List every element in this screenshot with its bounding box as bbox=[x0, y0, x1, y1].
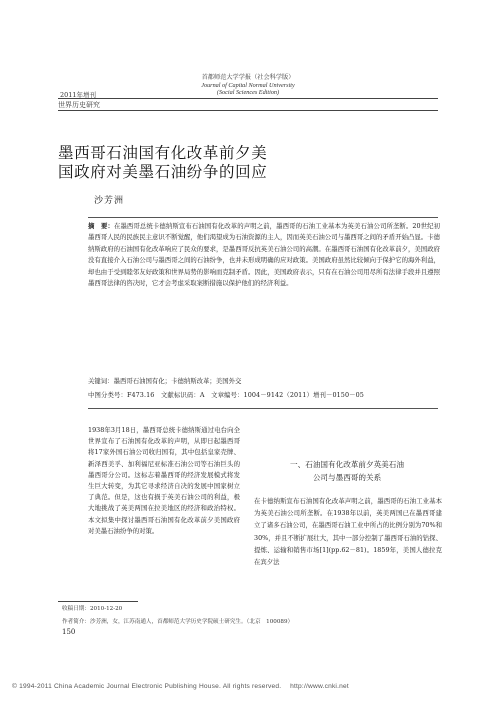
issue-label: 2011年增刊 bbox=[60, 91, 97, 99]
author-name: 沙芳洲 bbox=[94, 196, 125, 206]
copyright-footer: © 1994-2011 China Academic Journal Electronic Publishing House. All rights reserved. http://www.cnki.net bbox=[12, 683, 349, 690]
column-label: 世界历史研究 bbox=[58, 101, 100, 109]
classification-line: 中图分类号：F473.16 文献标识码：A 文章编号：1004－9142（2011）增刊－0150－05 bbox=[88, 391, 364, 399]
author-info: 作者简介：沙芳洲，女，江苏南通人，首都师范大学历史学院硕士研究生。（北京 100089） bbox=[62, 619, 294, 625]
header-rule-top bbox=[58, 98, 438, 99]
journal-edition-en: (Social Sciences Edition) bbox=[216, 89, 280, 97]
section-heading-line-2: 公司与墨西哥的关系 bbox=[312, 473, 382, 482]
journal-name-cn: 首都师范大学学报（社会科学版） bbox=[201, 74, 295, 81]
abstract-text: 在墨西哥总统卡德纳斯宣布石油国有化改革的声明之前，墨西哥的石油工业基本为英美石油公司所垄断。20世纪初墨西哥人民的民族民主意识不断觉醒，他们渴望成为石油资源的主人，因而英美石油公司与墨西哥之间的矛盾开始凸显。卡德纳斯政府的石油国有化改革响应了民众的要求，是墨西哥反抗英美石油公司的高潮。在墨西哥石油国有化改革前夕，美国政府没有直接介入石油公司与墨西哥之间的石油纷争，也并未形成明确的应对政策。美国政府虽然比较倾向于保护它的海外利益，却也由于受到睦邻友好政策和世界局势的影响而克制矛盾。因此，美国政府表示，只有在石油公司用尽所有法律手段并且遵照墨西哥法律的咨决时，它才会考虑采取案断措施以保护他们的经济利益。 bbox=[88, 222, 440, 288]
keywords-label: 关键词： bbox=[88, 377, 114, 385]
abstract-label: 摘 要： bbox=[88, 222, 114, 230]
body-right-column: 在卡德纳斯宣布石油国有化改革声明之前，墨西哥的石油工业基本为英美石油公司所垄断。在1938年以前，英美两国已在墨西哥建立了诸多石油公司，在墨西哥石油工业中所占的比例分别为70%和30%，并且不断扩展壮大，其中一部分控制了墨西哥石油的钻探、提炼、运输和销售市场[1](pp.62－81)。1859年，美国人德拉克在宾夕法 bbox=[254, 497, 442, 567]
keywords bbox=[88, 376, 440, 387]
footnote-rule bbox=[58, 601, 138, 602]
footnote bbox=[62, 603, 293, 629]
header-rule-bottom bbox=[58, 110, 438, 111]
journal-name-en: Journal of Capital Normal University bbox=[201, 81, 295, 89]
abstract bbox=[88, 221, 440, 289]
section-heading bbox=[254, 458, 440, 484]
title-line-1: 墨西哥石油国有化改革前夕美 bbox=[58, 144, 268, 162]
keywords-text: 墨西哥石油国有化；卡德纳斯改革；美国外交 bbox=[113, 377, 242, 385]
title-line-2: 国政府对美墨石油纷争的回应 bbox=[58, 163, 268, 181]
body-left-column: 1938年3月18日，墨西哥总统卡德纳斯通过电台向全世界宣布了石油国有化改革的声明，从即日起墨西哥将17家外国石油公司收归国有，其中包括皇家壳牌、新泽西美孚、加利福尼亚标准石油公司等石油巨头的墨西哥分公司。这标志着墨西哥的经济发展模式将发生巨大转变，为其它寻求经济自决的发展中国家树立了典范。但是，这也有损于英美石油公司的利益，极大地挑战了英美两国在拉美地区的经济和政治特权。本文拟集中探讨墨西哥石油国有化改革前夕美国政府对美墨石油纷争的对策。 bbox=[88, 426, 240, 535]
page-number: 150 bbox=[62, 628, 76, 636]
received-date: 收稿日期：2010-12-20 bbox=[62, 606, 123, 612]
article-title bbox=[58, 144, 267, 182]
section-heading-line-1: 一、石油国有化改革前夕英美石油 bbox=[290, 460, 404, 469]
